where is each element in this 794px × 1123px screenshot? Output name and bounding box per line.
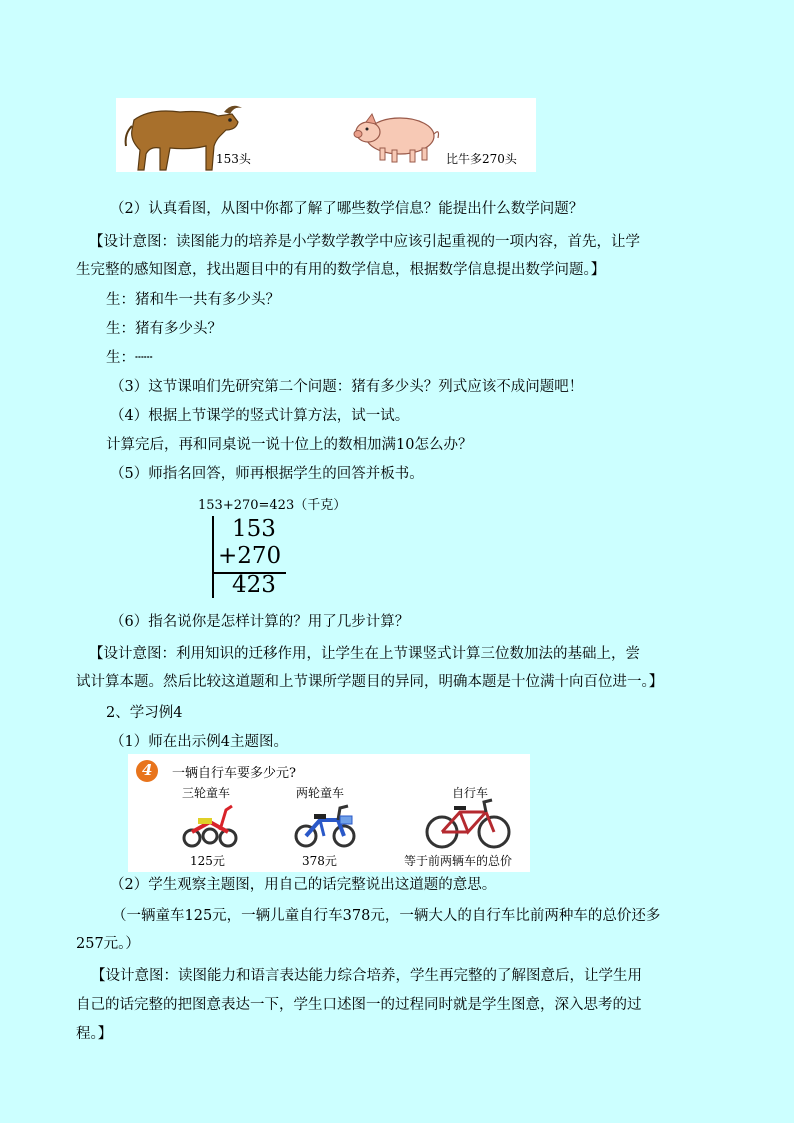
section-2-question-2: （2）学生观察主题图，用自己的话完整说出这道题的意思。 — [110, 877, 497, 893]
question-4-followup: 计算完后，再和同桌说一说十位上的数相加满10怎么办？ — [106, 437, 473, 453]
kids-bike-price: 378元 — [302, 854, 337, 868]
adult-bike-illustration — [424, 796, 512, 850]
calc-addend-1: 153 — [232, 516, 276, 542]
kids-bike-name: 两轮童车 — [296, 786, 345, 800]
kids-bike-illustration — [294, 802, 356, 848]
example-badge — [136, 760, 158, 782]
section-2-question-1: （1）师在出示例4主题图。 — [110, 734, 288, 750]
tricycle-illustration — [180, 802, 242, 848]
vertical-calculation — [212, 516, 286, 598]
question-3: （3）这节课咱们先研究第二个问题：猪有多少头？列式应该不成问题吧！ — [110, 379, 584, 395]
example-badge-number: 4 — [142, 761, 153, 779]
tricycle-name: 三轮童车 — [182, 786, 231, 800]
design-intent-3-line3: 程。】 — [76, 1026, 113, 1042]
question-2: （2）认真看图，从图中你都了解了哪些数学信息？能提出什么数学问题？ — [110, 201, 584, 217]
design-intent-3-line1: 【设计意图：读图能力和语言表达能力综合培养，学生再完整的了解图意后，让学生用 — [91, 968, 642, 984]
adult-bike-price: 等于前两辆车的总价 — [404, 854, 513, 868]
design-intent-2-line1: 【设计意图：利用知识的迁移作用，让学生在上节课竖式计算三位数加法的基础上，尝 — [89, 646, 640, 662]
design-intent-3-line2: 自己的话完整的把图意表达一下，学生口述图一的过程同时就是学生图意，深入思考的过 — [76, 997, 642, 1013]
equation: 153+270=423（千克） — [198, 498, 347, 513]
design-intent-2-line2: 试计算本题。然后比较这道题和上节课所学题目的异同，明确本题是十位满十向百位进一。】 — [76, 674, 664, 690]
adult-bike-name: 自行车 — [452, 786, 489, 800]
pig-illustration — [352, 108, 442, 166]
student-answer-2: 生：猪有多少头？ — [106, 321, 222, 337]
cow-count-label: 153头 — [216, 152, 251, 166]
bike-question: 一辆自行车要多少元? — [172, 766, 296, 781]
question-6: （6）指名说你是怎样计算的？用了几步计算？ — [110, 614, 410, 630]
calc-addend-2: +270 — [218, 543, 282, 569]
student-answer-1: 生：猪和牛一共有多少头？ — [106, 292, 280, 308]
calc-sum: 423 — [232, 572, 276, 598]
explanation-line2: 257元。） — [76, 936, 140, 952]
design-intent-1-line2: 生完整的感知图意，找出题目中的有用的数学信息，根据数学信息提出数学问题。】 — [76, 262, 606, 278]
calc-left-line — [212, 516, 214, 598]
pig-count-label: 比牛多270头 — [446, 152, 517, 166]
question-5: （5）师指名回答，师再根据学生的回答并板书。 — [110, 466, 424, 482]
bicycles-picture — [128, 754, 530, 872]
explanation-line1: （一辆童车125元，一辆儿童自行车378元，一辆大人的自行车比前两种车的总价还多 — [112, 908, 661, 924]
cow-pig-picture — [116, 98, 536, 172]
design-intent-1-line1: 【设计意图：读图能力的培养是小学数学教学中应该引起重视的一项内容，首先，让学 — [89, 234, 640, 250]
student-answer-3: 生：┄┄ — [106, 350, 153, 366]
section-2-heading: 2、学习例4 — [106, 705, 183, 721]
tricycle-price: 125元 — [190, 854, 225, 868]
question-4: （4）根据上节课学的竖式计算方法，试一试。 — [110, 408, 410, 424]
